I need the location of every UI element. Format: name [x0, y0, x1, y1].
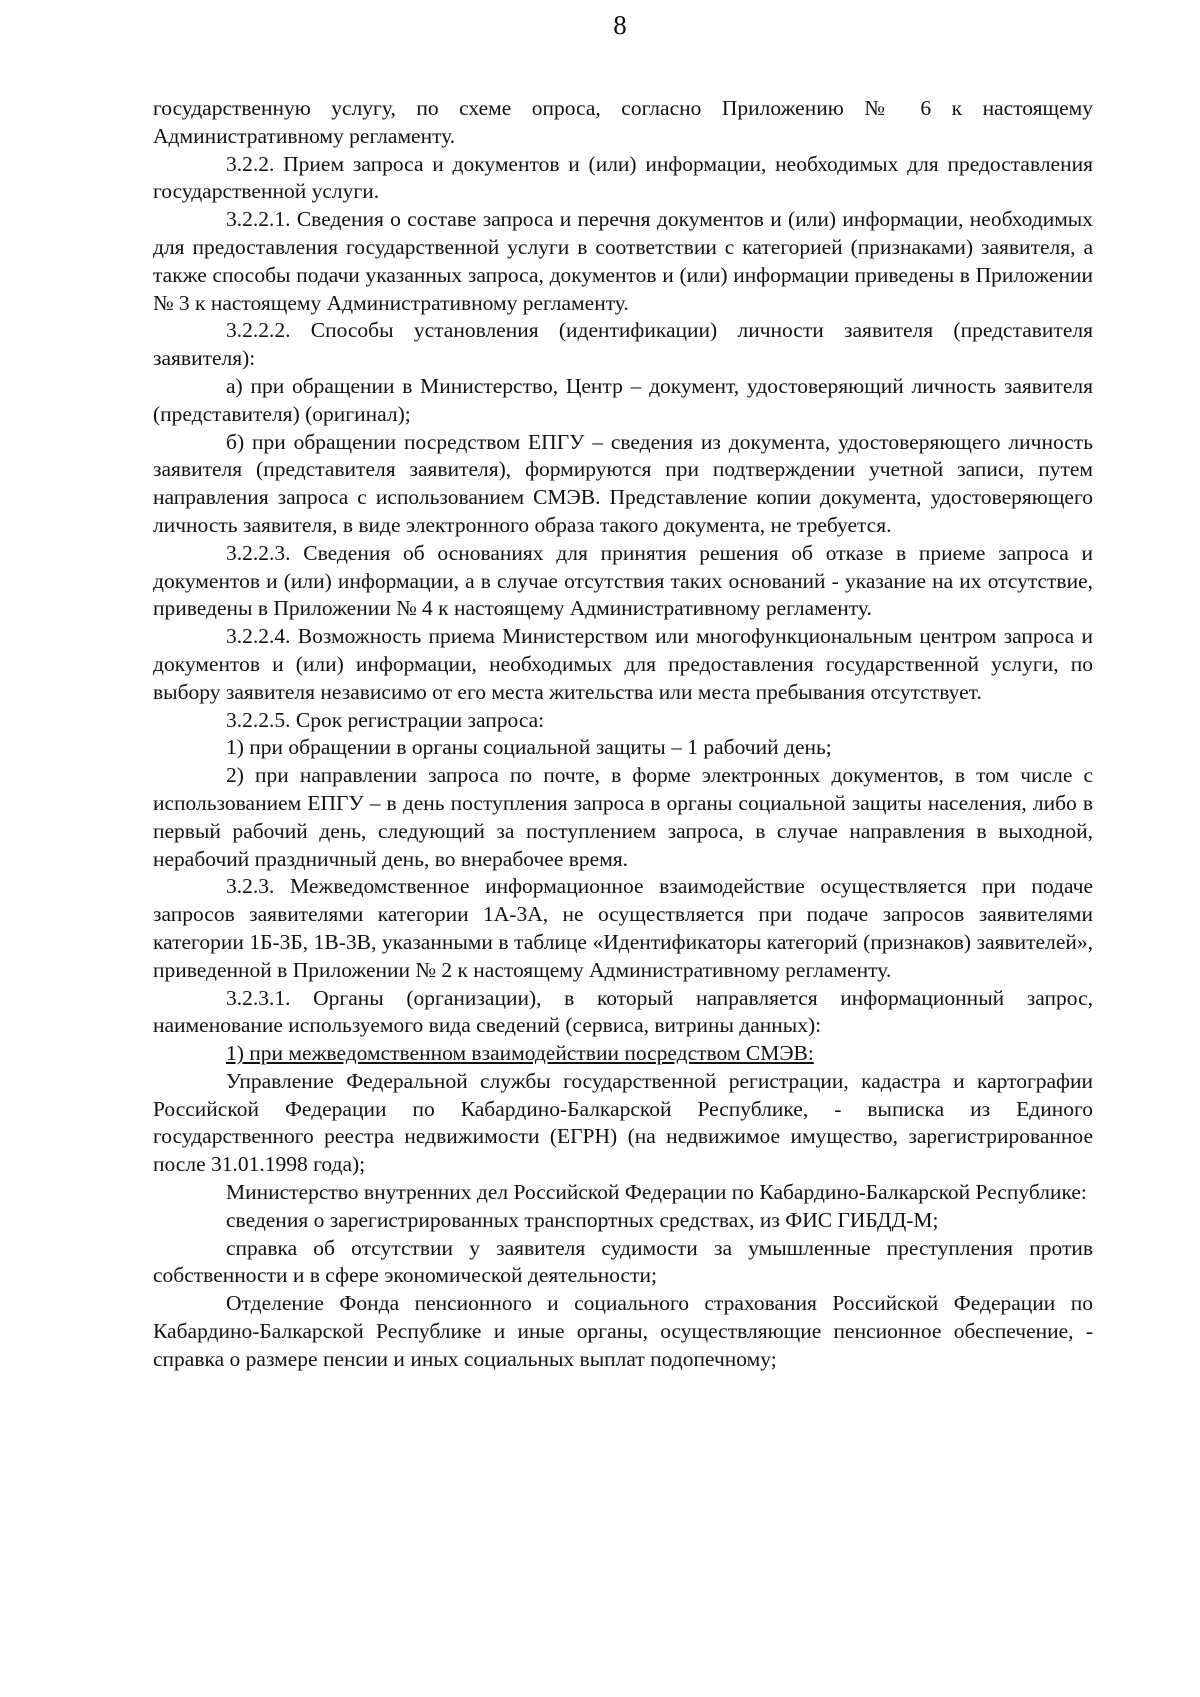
paragraph-rosreestr: Управление Федеральной службы государственной регистрации, кадастра и картографии Российской Федерации по Кабардино-Балкарской Республике, - выписка из Единого государственного реестра недвижимости (ЕГРН) (на недвижимое имущество, зарегистрированное после 31.01.1998 года);	[153, 1068, 1093, 1177]
document-body	[153, 95, 1093, 1374]
paragraph-mvd: Министерство внутренних дел Российской Федерации по Кабардино-Балкарской Республике:	[226, 1180, 1087, 1205]
paragraph-3-2-3-1: 3.2.3.1. Органы (организации), в который направляется информационный запрос, наименование используемого вида сведений (сервиса, витрины данных):	[153, 985, 1093, 1038]
paragraph-3-2-3: 3.2.3. Межведомственное информационное взаимодействие осуществляется при подаче запросов заявителями категории 1А-3А, не осуществляется при подаче запросов заявителями категории 1Б-3Б, 1В-3В, указанными в таблице «Идентификаторы категорий (признаков) заявителей», приведенной в Приложении № 2 к настоящему Административному регламенту.	[153, 874, 1093, 982]
paragraph-3-2-2-2: 3.2.2.2. Способы установления (идентификации) личности заявителя (представителя заявителя):	[153, 318, 1093, 371]
paragraph-item-1: 1) при обращении в органы социальной защиты – 1 рабочий день;	[226, 735, 832, 760]
paragraph-intro: государственную услугу, по схеме опроса, согласно Приложению № 6 к настоящему Административному регламенту.	[153, 96, 1093, 148]
paragraph-3-2-2-1: 3.2.2.1. Сведения о составе запроса и перечня документов и (или) информации, необходимых для предоставления государственной услуги в соответствии с категорией (признаками) заявителя, а также способы подачи указанных запроса, документов и (или) информации приведены в Приложении № 3 к настоящему Административному регламенту.	[153, 207, 1093, 315]
paragraph-item-b: б) при обращении посредством ЕПГУ – сведения из документа, удостоверяющего личность заявителя (представителя заявителя), формируются при подтверждении учетной записи, путем направления запроса с использованием СМЭВ. Представление копии документа, удостоверяющего личность заявителя, в виде электронного образа такого документа, не требуется.	[153, 429, 1093, 537]
paragraph-3-2-2-4: 3.2.2.4. Возможность приема Министерством или многофункциональным центром запроса и документов и (или) информации, необходимых для предоставления государственной услуги, по выбору заявителя независимо от его места жительства или места пребывания отсутствует.	[153, 624, 1093, 704]
paragraph-criminal-record: справка об отсутствии у заявителя судимости за умышленные преступления против собственности и в сфере экономической деятельности;	[153, 1235, 1093, 1288]
paragraph-3-2-2: 3.2.2. Прием запроса и документов и (или) информации, необходимых для предоставления государственной услуги.	[153, 151, 1093, 204]
smev-heading-text: 1) при межведомственном взаимодействии посредством СМЭВ:	[226, 1041, 814, 1066]
paragraph-smev-heading	[153, 1040, 1093, 1068]
page-number: 8	[613, 10, 627, 40]
paragraph-item-2: 2) при направлении запроса по почте, в форме электронных документов, в том числе с использованием ЕПГУ – в день поступления запроса в органы социальной защиты населения, либо в первый рабочий день, следующий за поступлением запроса, в случае направления в выходной, нерабочий праздничный день, во внерабочее время.	[153, 763, 1093, 871]
paragraph-3-2-2-3: 3.2.2.3. Сведения об основаниях для принятия решения об отказе в приеме запроса и документов и (или) информации, а в случае отсутствия таких оснований - указание на их отсутствие, приведены в Приложении № 4 к настоящему Административному регламенту.	[153, 540, 1093, 621]
paragraph-pension-fund: Отделение Фонда пенсионного и социального страхования Российской Федерации по Кабардино-Балкарской Республике и иные органы, осуществляющие пенсионное обеспечение, - справка о размере пенсии и иных социальных выплат подопечному;	[153, 1291, 1093, 1371]
paragraph-item-a: а) при обращении в Министерство, Центр – документ, удостоверяющий личность заявителя (представителя) (оригинал);	[153, 373, 1093, 426]
paragraph-vehicles: сведения о зарегистрированных транспортных средствах, из ФИС ГИБДД-М;	[226, 1207, 939, 1232]
paragraph-3-2-2-5: 3.2.2.5. Срок регистрации запроса:	[226, 707, 545, 732]
